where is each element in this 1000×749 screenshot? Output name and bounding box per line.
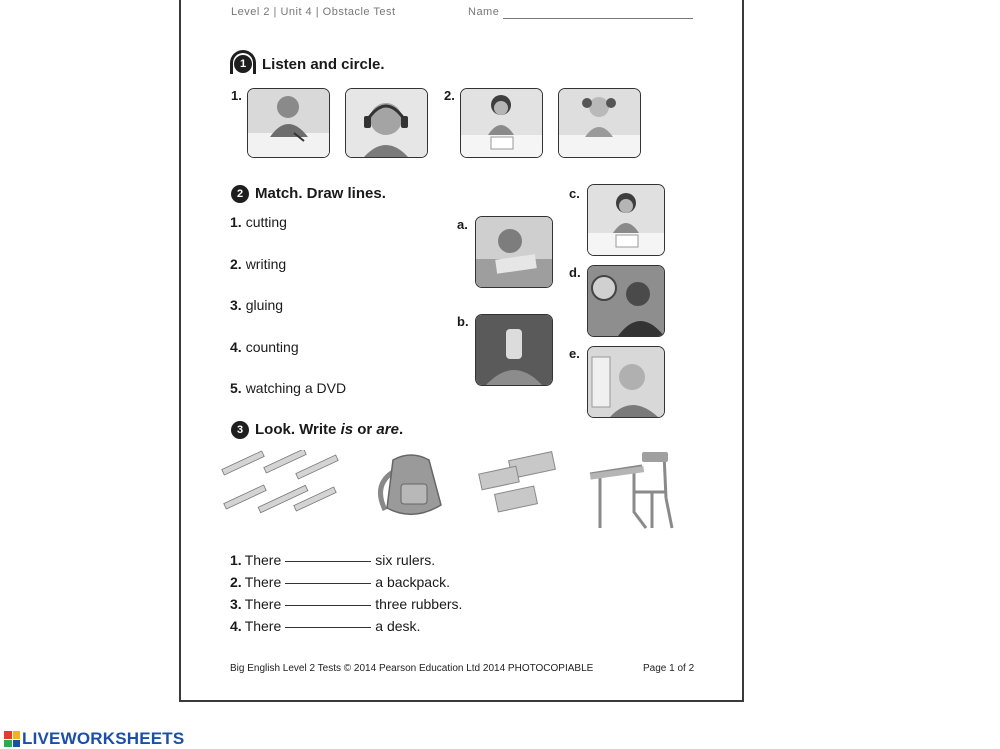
three-rubbers-picture[interactable] — [476, 450, 564, 522]
option-a-photo[interactable] — [475, 216, 553, 288]
backpack-picture[interactable] — [371, 450, 453, 520]
liveworksheets-icon — [4, 731, 20, 747]
listen-item-1-label: 1. — [231, 88, 242, 103]
match-item-4[interactable] — [230, 339, 299, 355]
answer-blank-1[interactable] — [285, 561, 371, 562]
answer-blank-2[interactable] — [285, 583, 371, 584]
match-item-4-num: 4. — [230, 339, 242, 355]
match-item-3[interactable] — [230, 297, 283, 313]
match-item-3-num: 3. — [230, 297, 242, 313]
match-item-2-num: 2. — [230, 256, 242, 272]
section-2-title: Match. Draw lines. — [255, 185, 386, 202]
sentence-2: 2. There a backpack. — [230, 574, 450, 590]
option-e-photo[interactable] — [587, 346, 665, 418]
match-item-3-text: gluing — [245, 297, 284, 313]
match-item-2[interactable] — [230, 256, 286, 272]
option-b-photo[interactable] — [475, 314, 553, 386]
six-rulers-picture[interactable] — [221, 450, 341, 525]
match-item-1-text: cutting — [245, 214, 287, 230]
footer-copyright: Big English Level 2 Tests © 2014 Pearson Education Ltd 2014 PHOTOCOPIABLE — [230, 663, 594, 674]
name-line — [503, 18, 693, 19]
liveworksheets-logo[interactable] — [4, 729, 184, 749]
brand-name: LIVEWORKSHEETS — [22, 729, 185, 748]
section-2-number: 2 — [231, 185, 249, 203]
match-item-5-text: watching a DVD — [245, 380, 347, 396]
option-a-label: a. — [457, 217, 468, 232]
worksheet-page — [179, 0, 744, 702]
girl-drawing-photo[interactable] — [460, 88, 543, 158]
match-item-2-text: writing — [245, 256, 287, 272]
option-d-photo[interactable] — [587, 265, 665, 337]
boy-writing-photo[interactable] — [247, 88, 330, 158]
match-item-1-num: 1. — [230, 214, 242, 230]
match-item-4-text: counting — [245, 339, 299, 355]
answer-blank-4[interactable] — [285, 627, 371, 628]
option-c-label: c. — [569, 186, 580, 201]
option-e-label: e. — [569, 346, 580, 361]
boy-headphones-photo[interactable] — [345, 88, 428, 158]
option-d-label: d. — [569, 265, 581, 280]
sentence-3: 3. There three rubbers. — [230, 596, 463, 612]
listen-item-2-label: 2. — [444, 88, 455, 103]
section-3-title: Look. Write is or are. — [255, 421, 404, 438]
sentence-1: 1. There six rulers. — [230, 552, 436, 568]
girl-writing-photo[interactable] — [558, 88, 641, 158]
match-item-5-num: 5. — [230, 380, 242, 396]
option-c-photo[interactable] — [587, 184, 665, 256]
match-item-5[interactable] — [230, 380, 346, 396]
answer-blank-3[interactable] — [285, 605, 371, 606]
sentence-4: 4. There a desk. — [230, 618, 421, 634]
option-b-label: b. — [457, 314, 469, 329]
match-item-1[interactable] — [230, 214, 287, 230]
section-1-title: Listen and circle. — [262, 56, 385, 73]
section-1-number: 1 — [234, 55, 252, 73]
section-3-number: 3 — [231, 421, 249, 439]
name-label: Name — [468, 6, 500, 18]
header-cutoff-text: Level 2 | Unit 4 | Obstacle Test — [231, 6, 396, 18]
page-number: Page 1 of 2 — [643, 663, 695, 674]
desk-picture[interactable] — [586, 450, 678, 530]
